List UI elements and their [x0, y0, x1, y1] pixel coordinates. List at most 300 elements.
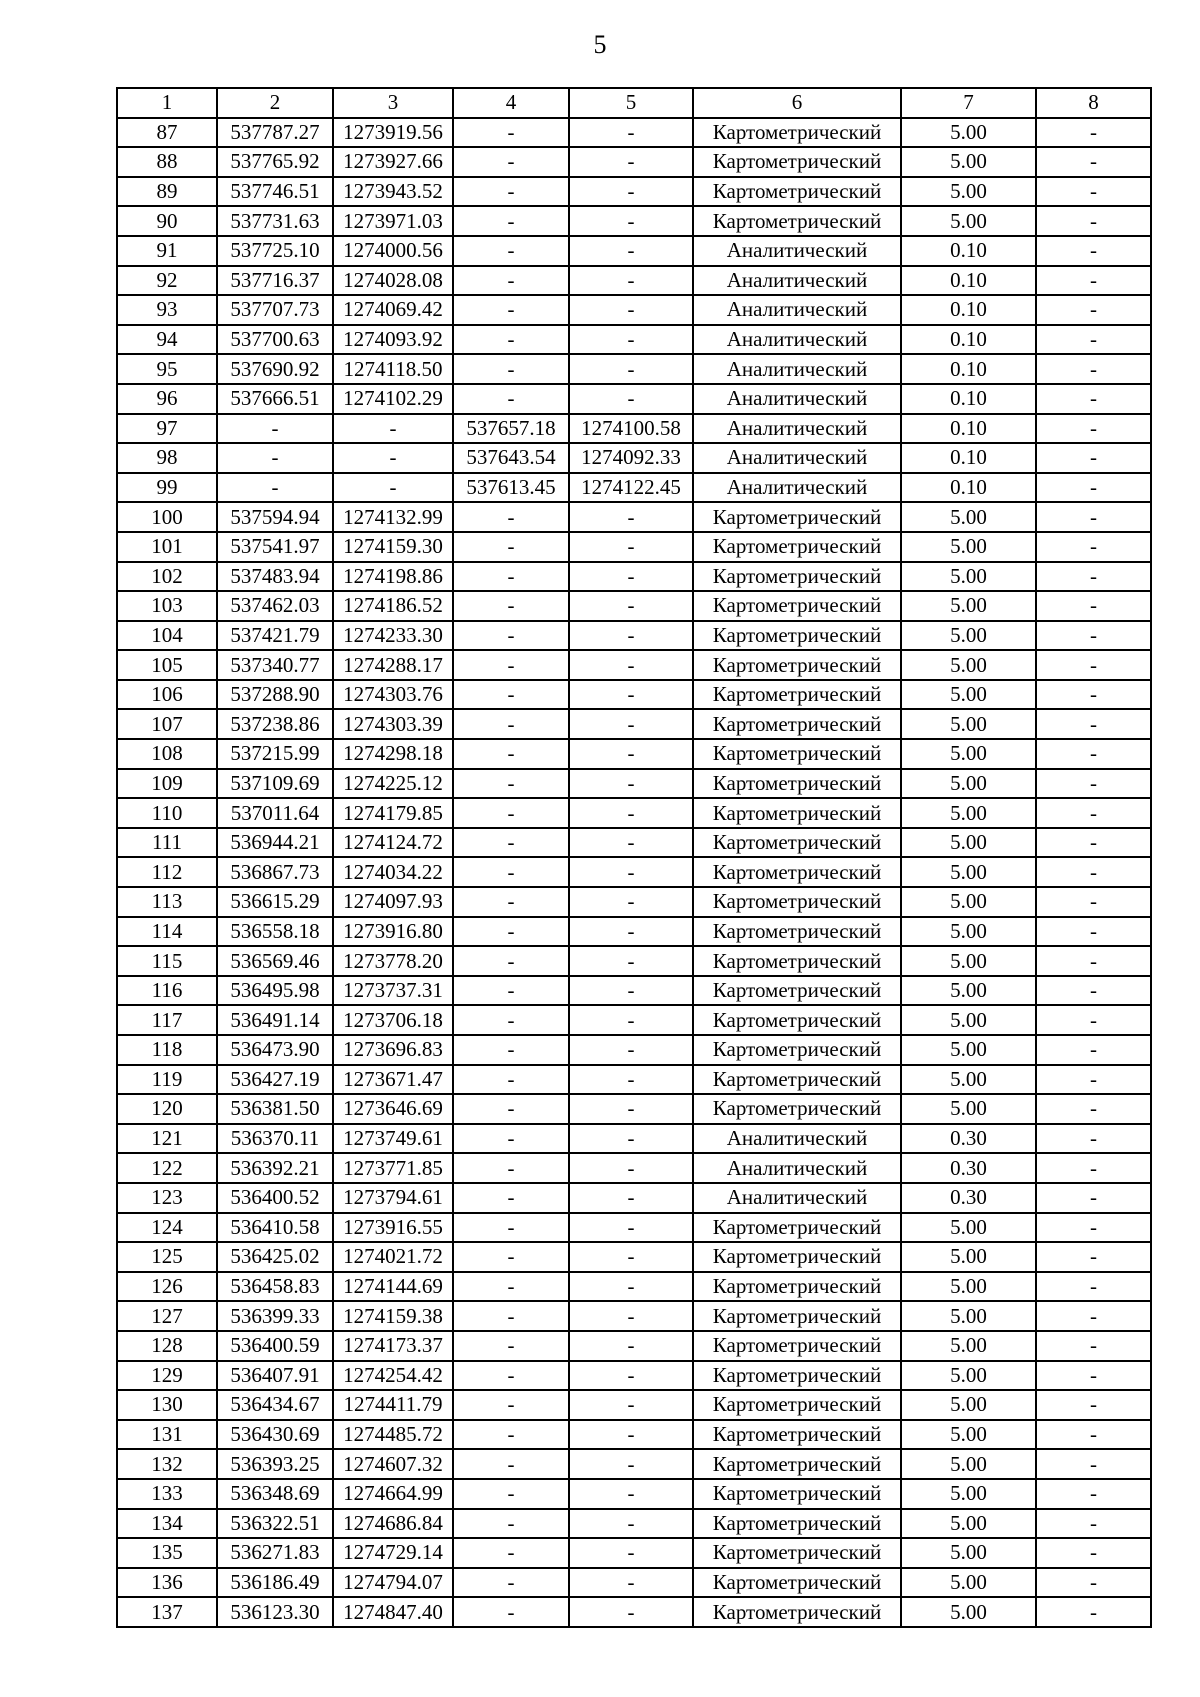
x-coordinate-cell: 536867.73 [217, 857, 333, 887]
y-new-coordinate-cell: - [569, 739, 693, 769]
table-row [117, 1035, 1151, 1065]
method-cell: Картометрический [693, 828, 901, 858]
y-coordinate-cell: 1274000.56 [333, 236, 453, 266]
point-number-cell: 124 [117, 1213, 217, 1243]
table-row [117, 206, 1151, 236]
description-cell: - [1036, 650, 1151, 680]
table-row [117, 502, 1151, 532]
accuracy-cell: 5.00 [901, 1242, 1036, 1272]
point-number-cell: 89 [117, 177, 217, 207]
description-cell: - [1036, 680, 1151, 710]
accuracy-cell: 5.00 [901, 1035, 1036, 1065]
method-cell: Картометрический [693, 1213, 901, 1243]
x-new-coordinate-cell: - [453, 709, 569, 739]
x-new-coordinate-cell: - [453, 147, 569, 177]
y-new-coordinate-cell: - [569, 1094, 693, 1124]
accuracy-cell: 5.00 [901, 502, 1036, 532]
description-cell: - [1036, 236, 1151, 266]
accuracy-cell: 5.00 [901, 1094, 1036, 1124]
point-number-cell: 87 [117, 118, 217, 148]
accuracy-cell: 0.10 [901, 236, 1036, 266]
accuracy-cell: 5.00 [901, 1272, 1036, 1302]
point-number-cell: 106 [117, 680, 217, 710]
accuracy-cell: 0.10 [901, 473, 1036, 503]
y-coordinate-cell: 1274254.42 [333, 1361, 453, 1391]
y-new-coordinate-cell: - [569, 177, 693, 207]
y-new-coordinate-cell: - [569, 1390, 693, 1420]
y-coordinate-cell: 1273706.18 [333, 1005, 453, 1035]
method-cell: Картометрический [693, 887, 901, 917]
accuracy-cell: 0.30 [901, 1183, 1036, 1213]
point-number-cell: 117 [117, 1005, 217, 1035]
description-cell: - [1036, 1568, 1151, 1598]
table-row [117, 680, 1151, 710]
description-cell: - [1036, 798, 1151, 828]
point-number-cell: 99 [117, 473, 217, 503]
x-new-coordinate-cell: - [453, 266, 569, 296]
x-coordinate-cell: 536495.98 [217, 976, 333, 1006]
method-cell: Аналитический [693, 325, 901, 355]
method-cell: Картометрический [693, 532, 901, 562]
x-coordinate-cell: 537731.63 [217, 206, 333, 236]
y-coordinate-cell: 1273696.83 [333, 1035, 453, 1065]
x-coordinate-cell: 536458.83 [217, 1272, 333, 1302]
x-new-coordinate-cell: - [453, 1509, 569, 1539]
x-new-coordinate-cell: - [453, 177, 569, 207]
table-row [117, 828, 1151, 858]
method-cell: Аналитический [693, 1153, 901, 1183]
description-cell: - [1036, 709, 1151, 739]
x-new-coordinate-cell: - [453, 118, 569, 148]
point-number-cell: 114 [117, 917, 217, 947]
accuracy-cell: 5.00 [901, 680, 1036, 710]
x-new-coordinate-cell: - [453, 739, 569, 769]
description-cell: - [1036, 414, 1151, 444]
x-new-coordinate-cell: - [453, 1361, 569, 1391]
accuracy-cell: 5.00 [901, 828, 1036, 858]
description-cell: - [1036, 1509, 1151, 1539]
point-number-cell: 132 [117, 1449, 217, 1479]
description-cell: - [1036, 443, 1151, 473]
x-coordinate-cell: 536348.69 [217, 1479, 333, 1509]
column-header-1: 1 [117, 88, 217, 118]
x-coordinate-cell: 537109.69 [217, 769, 333, 799]
accuracy-cell: 5.00 [901, 739, 1036, 769]
method-cell: Картометрический [693, 1420, 901, 1450]
table-row [117, 1272, 1151, 1302]
method-cell: Картометрический [693, 769, 901, 799]
method-cell: Аналитический [693, 443, 901, 473]
x-coordinate-cell: 536322.51 [217, 1509, 333, 1539]
table-row [117, 325, 1151, 355]
y-new-coordinate-cell: - [569, 1420, 693, 1450]
method-cell: Картометрический [693, 680, 901, 710]
x-new-coordinate-cell: - [453, 917, 569, 947]
method-cell: Аналитический [693, 266, 901, 296]
x-new-coordinate-cell: - [453, 680, 569, 710]
y-new-coordinate-cell: - [569, 354, 693, 384]
table-row [117, 118, 1151, 148]
table-row [117, 414, 1151, 444]
x-coordinate-cell: 536407.91 [217, 1361, 333, 1391]
column-header-6: 6 [693, 88, 901, 118]
y-coordinate-cell: 1274303.76 [333, 680, 453, 710]
table-row [117, 1331, 1151, 1361]
y-coordinate-cell: 1274485.72 [333, 1420, 453, 1450]
y-coordinate-cell: 1274303.39 [333, 709, 453, 739]
point-number-cell: 112 [117, 857, 217, 887]
x-new-coordinate-cell: - [453, 1035, 569, 1065]
accuracy-cell: 5.00 [901, 709, 1036, 739]
description-cell: - [1036, 1124, 1151, 1154]
y-coordinate-cell: - [333, 473, 453, 503]
x-new-coordinate-cell: - [453, 1449, 569, 1479]
x-coordinate-cell: 536944.21 [217, 828, 333, 858]
y-coordinate-cell: 1274411.79 [333, 1390, 453, 1420]
y-new-coordinate-cell: - [569, 295, 693, 325]
table-row [117, 443, 1151, 473]
point-number-cell: 94 [117, 325, 217, 355]
point-number-cell: 118 [117, 1035, 217, 1065]
method-cell: Картометрический [693, 709, 901, 739]
method-cell: Аналитический [693, 473, 901, 503]
description-cell: - [1036, 266, 1151, 296]
x-new-coordinate-cell: - [453, 621, 569, 651]
y-coordinate-cell: 1273778.20 [333, 946, 453, 976]
y-new-coordinate-cell: - [569, 1242, 693, 1272]
description-cell: - [1036, 769, 1151, 799]
point-number-cell: 111 [117, 828, 217, 858]
method-cell: Аналитический [693, 414, 901, 444]
x-new-coordinate-cell: - [453, 650, 569, 680]
method-cell: Картометрический [693, 1272, 901, 1302]
point-number-cell: 121 [117, 1124, 217, 1154]
x-new-coordinate-cell: - [453, 1272, 569, 1302]
table-row [117, 1094, 1151, 1124]
y-new-coordinate-cell: - [569, 266, 693, 296]
column-header-7: 7 [901, 88, 1036, 118]
accuracy-cell: 5.00 [901, 946, 1036, 976]
table-row [117, 1597, 1151, 1627]
y-new-coordinate-cell: - [569, 147, 693, 177]
description-cell: - [1036, 1420, 1151, 1450]
x-coordinate-cell: 536615.29 [217, 887, 333, 917]
accuracy-cell: 5.00 [901, 1005, 1036, 1035]
description-cell: - [1036, 147, 1151, 177]
y-coordinate-cell: 1274298.18 [333, 739, 453, 769]
point-number-cell: 92 [117, 266, 217, 296]
x-new-coordinate-cell: - [453, 236, 569, 266]
description-cell: - [1036, 118, 1151, 148]
accuracy-cell: 5.00 [901, 1479, 1036, 1509]
x-coordinate-cell: 536400.52 [217, 1183, 333, 1213]
y-coordinate-cell: - [333, 414, 453, 444]
description-cell: - [1036, 946, 1151, 976]
x-new-coordinate-cell: - [453, 354, 569, 384]
y-coordinate-cell: 1273646.69 [333, 1094, 453, 1124]
point-number-cell: 120 [117, 1094, 217, 1124]
method-cell: Картометрический [693, 1242, 901, 1272]
method-cell: Картометрический [693, 1509, 901, 1539]
x-coordinate-cell: 536393.25 [217, 1449, 333, 1479]
description-cell: - [1036, 1479, 1151, 1509]
y-new-coordinate-cell: - [569, 1361, 693, 1391]
method-cell: Картометрический [693, 1065, 901, 1095]
x-coordinate-cell: 536370.11 [217, 1124, 333, 1154]
table-row [117, 1005, 1151, 1035]
y-new-coordinate-cell: - [569, 976, 693, 1006]
y-new-coordinate-cell: - [569, 1124, 693, 1154]
y-coordinate-cell: 1274607.32 [333, 1449, 453, 1479]
table-row [117, 798, 1151, 828]
table-row [117, 384, 1151, 414]
description-cell: - [1036, 177, 1151, 207]
x-new-coordinate-cell: - [453, 502, 569, 532]
point-number-cell: 109 [117, 769, 217, 799]
point-number-cell: 127 [117, 1301, 217, 1331]
x-coordinate-cell: 537787.27 [217, 118, 333, 148]
table-row [117, 236, 1151, 266]
y-coordinate-cell: 1274173.37 [333, 1331, 453, 1361]
x-coordinate-cell: 536569.46 [217, 946, 333, 976]
y-coordinate-cell: 1274102.29 [333, 384, 453, 414]
y-coordinate-cell: 1274288.17 [333, 650, 453, 680]
column-header-8: 8 [1036, 88, 1151, 118]
description-cell: - [1036, 1035, 1151, 1065]
method-cell: Картометрический [693, 976, 901, 1006]
point-number-cell: 95 [117, 354, 217, 384]
table-row [117, 532, 1151, 562]
x-coordinate-cell: 537215.99 [217, 739, 333, 769]
point-number-cell: 98 [117, 443, 217, 473]
y-new-coordinate-cell: - [569, 1479, 693, 1509]
method-cell: Картометрический [693, 1568, 901, 1598]
x-new-coordinate-cell: 537643.54 [453, 443, 569, 473]
point-number-cell: 115 [117, 946, 217, 976]
accuracy-cell: 5.00 [901, 1390, 1036, 1420]
point-number-cell: 110 [117, 798, 217, 828]
table-header-row [117, 88, 1151, 118]
x-coordinate-cell: 536400.59 [217, 1331, 333, 1361]
x-new-coordinate-cell: - [453, 1065, 569, 1095]
y-new-coordinate-cell: - [569, 769, 693, 799]
x-coordinate-cell: - [217, 473, 333, 503]
accuracy-cell: 5.00 [901, 917, 1036, 947]
method-cell: Картометрический [693, 1094, 901, 1124]
table-row [117, 1065, 1151, 1095]
point-number-cell: 135 [117, 1538, 217, 1568]
point-number-cell: 125 [117, 1242, 217, 1272]
x-new-coordinate-cell: 537613.45 [453, 473, 569, 503]
method-cell: Картометрический [693, 739, 901, 769]
y-new-coordinate-cell: - [569, 857, 693, 887]
accuracy-cell: 0.10 [901, 266, 1036, 296]
x-new-coordinate-cell: - [453, 1538, 569, 1568]
x-coordinate-cell: 537700.63 [217, 325, 333, 355]
method-cell: Аналитический [693, 295, 901, 325]
x-coordinate-cell: 536271.83 [217, 1538, 333, 1568]
y-coordinate-cell: 1274159.38 [333, 1301, 453, 1331]
method-cell: Аналитический [693, 1124, 901, 1154]
y-coordinate-cell: 1274686.84 [333, 1509, 453, 1539]
description-cell: - [1036, 591, 1151, 621]
accuracy-cell: 5.00 [901, 1361, 1036, 1391]
point-number-cell: 136 [117, 1568, 217, 1598]
table-row [117, 1124, 1151, 1154]
accuracy-cell: 5.00 [901, 147, 1036, 177]
accuracy-cell: 5.00 [901, 1301, 1036, 1331]
point-number-cell: 88 [117, 147, 217, 177]
x-coordinate-cell: 536381.50 [217, 1094, 333, 1124]
y-new-coordinate-cell: - [569, 1597, 693, 1627]
x-coordinate-cell: 537707.73 [217, 295, 333, 325]
accuracy-cell: 5.00 [901, 1065, 1036, 1095]
y-new-coordinate-cell: - [569, 917, 693, 947]
y-new-coordinate-cell: - [569, 562, 693, 592]
description-cell: - [1036, 1242, 1151, 1272]
x-coordinate-cell: 537011.64 [217, 798, 333, 828]
method-cell: Картометрический [693, 1390, 901, 1420]
x-coordinate-cell: 537340.77 [217, 650, 333, 680]
description-cell: - [1036, 206, 1151, 236]
x-coordinate-cell: 537746.51 [217, 177, 333, 207]
x-coordinate-cell: 536392.21 [217, 1153, 333, 1183]
table-body [117, 88, 1151, 1627]
y-new-coordinate-cell: 1274092.33 [569, 443, 693, 473]
y-new-coordinate-cell: - [569, 1538, 693, 1568]
description-cell: - [1036, 562, 1151, 592]
y-coordinate-cell: 1274198.86 [333, 562, 453, 592]
y-coordinate-cell: 1274847.40 [333, 1597, 453, 1627]
y-coordinate-cell: 1274664.99 [333, 1479, 453, 1509]
accuracy-cell: 0.10 [901, 443, 1036, 473]
point-number-cell: 119 [117, 1065, 217, 1095]
x-new-coordinate-cell: - [453, 1331, 569, 1361]
x-coordinate-cell: 537288.90 [217, 680, 333, 710]
method-cell: Аналитический [693, 384, 901, 414]
table-row [117, 857, 1151, 887]
accuracy-cell: 5.00 [901, 118, 1036, 148]
method-cell: Картометрический [693, 946, 901, 976]
point-number-cell: 130 [117, 1390, 217, 1420]
description-cell: - [1036, 1538, 1151, 1568]
point-number-cell: 90 [117, 206, 217, 236]
x-new-coordinate-cell: - [453, 591, 569, 621]
table-row [117, 473, 1151, 503]
description-cell: - [1036, 828, 1151, 858]
table-row [117, 1213, 1151, 1243]
point-number-cell: 102 [117, 562, 217, 592]
method-cell: Картометрический [693, 1597, 901, 1627]
x-new-coordinate-cell: - [453, 325, 569, 355]
x-new-coordinate-cell: - [453, 1124, 569, 1154]
method-cell: Картометрический [693, 1035, 901, 1065]
method-cell: Картометрический [693, 621, 901, 651]
description-cell: - [1036, 976, 1151, 1006]
point-number-cell: 97 [117, 414, 217, 444]
point-number-cell: 104 [117, 621, 217, 651]
x-new-coordinate-cell: - [453, 1153, 569, 1183]
accuracy-cell: 0.10 [901, 325, 1036, 355]
y-new-coordinate-cell: - [569, 1509, 693, 1539]
x-new-coordinate-cell: - [453, 1301, 569, 1331]
accuracy-cell: 0.30 [901, 1124, 1036, 1154]
y-new-coordinate-cell: - [569, 1331, 693, 1361]
x-new-coordinate-cell: - [453, 206, 569, 236]
description-cell: - [1036, 295, 1151, 325]
accuracy-cell: 5.00 [901, 1597, 1036, 1627]
x-coordinate-cell: 536491.14 [217, 1005, 333, 1035]
table-row [117, 562, 1151, 592]
method-cell: Картометрический [693, 591, 901, 621]
method-cell: Картометрический [693, 917, 901, 947]
y-coordinate-cell: 1274034.22 [333, 857, 453, 887]
y-coordinate-cell: 1274069.42 [333, 295, 453, 325]
table-row [117, 1479, 1151, 1509]
method-cell: Картометрический [693, 1005, 901, 1035]
method-cell: Аналитический [693, 236, 901, 266]
table-row [117, 1568, 1151, 1598]
point-number-cell: 101 [117, 532, 217, 562]
x-new-coordinate-cell: - [453, 562, 569, 592]
table-row [117, 1420, 1151, 1450]
method-cell: Картометрический [693, 1538, 901, 1568]
table-row [117, 177, 1151, 207]
description-cell: - [1036, 1272, 1151, 1302]
x-coordinate-cell: 537483.94 [217, 562, 333, 592]
description-cell: - [1036, 1449, 1151, 1479]
column-header-4: 4 [453, 88, 569, 118]
accuracy-cell: 5.00 [901, 1538, 1036, 1568]
x-coordinate-cell: - [217, 414, 333, 444]
x-new-coordinate-cell: - [453, 946, 569, 976]
accuracy-cell: 5.00 [901, 857, 1036, 887]
point-number-cell: 96 [117, 384, 217, 414]
point-number-cell: 116 [117, 976, 217, 1006]
x-new-coordinate-cell: - [453, 1597, 569, 1627]
x-coordinate-cell: 536430.69 [217, 1420, 333, 1450]
y-new-coordinate-cell: - [569, 1272, 693, 1302]
y-new-coordinate-cell: - [569, 236, 693, 266]
table-row [117, 591, 1151, 621]
table-row [117, 1301, 1151, 1331]
table-row [117, 650, 1151, 680]
y-coordinate-cell: 1274225.12 [333, 769, 453, 799]
y-coordinate-cell: 1273919.56 [333, 118, 453, 148]
accuracy-cell: 5.00 [901, 1213, 1036, 1243]
table-row [117, 976, 1151, 1006]
table-row [117, 1538, 1151, 1568]
y-coordinate-cell: 1274124.72 [333, 828, 453, 858]
y-new-coordinate-cell: - [569, 798, 693, 828]
table-row [117, 1153, 1151, 1183]
point-number-cell: 123 [117, 1183, 217, 1213]
x-new-coordinate-cell: - [453, 976, 569, 1006]
description-cell: - [1036, 1361, 1151, 1391]
table-row [117, 1361, 1151, 1391]
x-coordinate-cell: 536427.19 [217, 1065, 333, 1095]
table-row [117, 147, 1151, 177]
table-row [117, 769, 1151, 799]
accuracy-cell: 5.00 [901, 591, 1036, 621]
y-coordinate-cell: 1274186.52 [333, 591, 453, 621]
accuracy-cell: 5.00 [901, 650, 1036, 680]
table-row [117, 946, 1151, 976]
description-cell: - [1036, 1390, 1151, 1420]
table-row [117, 1509, 1151, 1539]
table-row [117, 1183, 1151, 1213]
point-number-cell: 108 [117, 739, 217, 769]
